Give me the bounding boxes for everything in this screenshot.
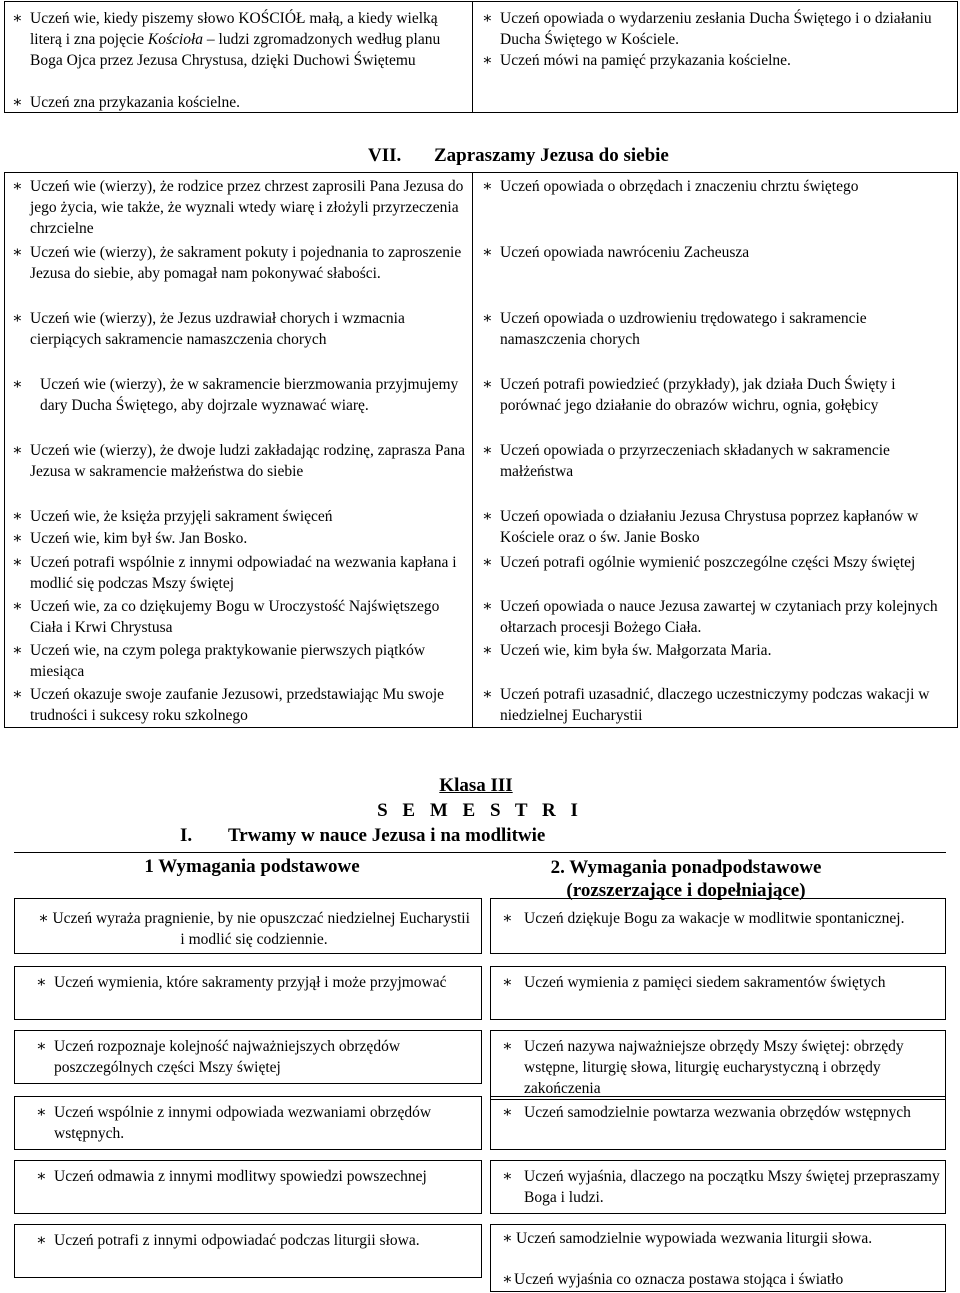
- bullet-star-icon: ∗: [12, 442, 23, 459]
- bullet-star-icon: ∗: [12, 94, 23, 111]
- list-item: ∗ Uczeń opowiada o uzdrowieniu trędowatego i sakramencie namaszczenia chorych: [482, 310, 867, 348]
- list-item: ∗ Uczeń zna przykazania kościelne.: [12, 94, 240, 111]
- section7-table-divider: [472, 172, 473, 728]
- list-item: ∗ Uczeń wie (wierzy), że sakrament pokuty i pojednania to zaproszenie Jezusa do siebie, aby pomagał nam pokonywać słabości.: [12, 244, 462, 282]
- list-item: ∗ Uczeń wie (wierzy), że w sakramencie bierzmowania przyjmujemy dary Ducha Świętego, aby dojrzale wyznawać wiarę.: [12, 376, 459, 414]
- list-item: ∗ Uczeń wyjaśnia, dlaczego na początku Mszy świętej przepraszamy Boga i ludzi.: [502, 1168, 940, 1206]
- bullet-star-icon: ∗: [12, 10, 23, 27]
- bullet-star-icon: ∗: [482, 178, 493, 195]
- list-item: ∗ Uczeń potrafi z innymi odpowiadać podczas liturgii słowa.: [36, 1232, 420, 1249]
- top-table-divider: [472, 1, 473, 113]
- list-item: ∗ Uczeń mówi na pamięć przykazania kościelne.: [482, 52, 791, 69]
- col2-header: 2. Wymagania ponadpodstawowe (rozszerzające i dopełniające): [550, 857, 822, 901]
- bullet-star-icon: ∗: [12, 554, 23, 571]
- list-item: ∗ Uczeń opowiada o obrzędach i znaczeniu chrztu świętego: [482, 178, 859, 195]
- list-item: ∗ Uczeń wyjaśnia co oznacza postawa stojąca i światło: [502, 1271, 844, 1288]
- list-item: ∗ Uczeń wie, na czym polega praktykowanie pierwszych piątków miesiąca: [12, 642, 426, 680]
- list-item: ∗ Uczeń samodzielnie powtarza wezwania obrzędów wstępnych: [502, 1104, 911, 1121]
- bullet-star-icon: ∗: [12, 642, 23, 659]
- list-item: ∗ Uczeń wyraża pragnienie, by nie opuszczać niedzielnej Eucharystii i modlić się codziennie.: [38, 910, 470, 948]
- list-item: ∗ Uczeń opowiada o przyrzeczeniach składanych w sakramencie małżeństwa: [482, 442, 890, 480]
- list-item: ∗ Uczeń rozpoznaje kolejność najważniejszych obrzędów poszczególnych części Mszy świętej: [36, 1038, 401, 1076]
- bullet-star-icon: ∗: [36, 1104, 47, 1121]
- col1-header: 1 Wymagania podstawowe: [144, 856, 360, 877]
- list-item: ∗ Uczeń odmawia z innymi modlitwy spowiedzi powszechnej: [36, 1168, 427, 1185]
- bullet-star-icon: ∗: [482, 244, 493, 261]
- section-title: Zapraszamy Jezusa do siebie: [434, 145, 669, 166]
- bullet-star-icon: ∗: [482, 554, 493, 571]
- bullet-star-icon: ∗: [36, 1168, 47, 1185]
- list-item: ∗ Uczeń samodzielnie wypowiada wezwania liturgii słowa.: [502, 1230, 873, 1247]
- list-item: ∗ Uczeń opowiada o wydarzeniu zesłania Ducha Świętego i o działaniu Ducha Świętego w Kościele.: [482, 10, 932, 48]
- list-item: ∗ Uczeń wie, za co dziękujemy Bogu w Uroczystość Najświętszego Ciała i Krwi Chrystusa: [12, 598, 440, 636]
- list-item: ∗ Uczeń wie, kim był św. Jan Bosko.: [12, 530, 248, 547]
- bullet-star-icon: ∗: [502, 1230, 513, 1247]
- list-item: ∗ Uczeń wymienia z pamięci siedem sakramentów świętych: [502, 974, 886, 991]
- list-item: ∗ Uczeń wspólnie z innymi odpowiada wezwaniami obrzędów wstępnych.: [36, 1104, 432, 1142]
- list-item: ∗ Uczeń wie (wierzy), że dwoje ludzi zakładając rodzinę, zaprasza Pana Jezusa w sakramencie małżeństwa do siebie: [12, 442, 466, 480]
- bullet-star-icon: ∗: [36, 1232, 47, 1249]
- list-item: ∗ Uczeń wie, kim była św. Małgorzata Maria.: [482, 642, 772, 659]
- bullet-star-icon: ∗: [12, 244, 23, 261]
- list-item: ∗ Uczeń opowiada o działaniu Jezusa Chrystusa poprzez kapłanów w Kościele oraz o św. Janie Bosko: [482, 508, 919, 546]
- bullet-star-icon: ∗: [12, 508, 23, 525]
- bullet-star-icon: ∗: [482, 686, 493, 703]
- bullet-star-icon: ∗: [12, 686, 23, 703]
- section-number: VII.: [368, 145, 402, 166]
- bullet-star-icon: ∗: [12, 530, 23, 547]
- bullet-star-icon: ∗: [38, 910, 53, 927]
- bullet-star-icon: ∗: [482, 442, 493, 459]
- list-item: ∗ Uczeń potrafi powiedzieć (przykłady), jak działa Duch Święty i porównać jego działanie do obrazów wichru, ognia, gołębicy: [482, 376, 896, 414]
- bullet-star-icon: ∗: [502, 910, 513, 927]
- section-number: I.: [180, 825, 193, 846]
- list-item: ∗ Uczeń wymienia, które sakramenty przyjął i może przyjmować: [36, 974, 447, 991]
- bullet-star-icon: ∗: [482, 310, 493, 327]
- bullet-star-icon: ∗: [502, 1104, 513, 1121]
- bullet-star-icon: ∗: [482, 598, 493, 615]
- list-item: ∗ Uczeń dziękuje Bogu za wakacje w modlitwie spontanicznej.: [502, 910, 905, 927]
- bullet-star-icon: ∗: [482, 376, 493, 393]
- bullet-star-icon: ∗: [482, 508, 493, 525]
- bullet-star-icon: ∗: [502, 1038, 513, 1055]
- list-item: ∗ Uczeń potrafi uzasadnić, dlaczego uczestniczymy podczas wakacji w niedzielnej Eucharystii: [482, 686, 930, 724]
- list-item: ∗ Uczeń wie, kiedy piszemy słowo KOŚCIÓŁ małą, a kiedy wielką literą i zna pojęcie Kościoła – ludzi zgromadzonych według planu Boga Ojca przez Jezusa Chrystusa, dzięki Duchowi Świętemu: [12, 10, 441, 69]
- list-item: ∗ Uczeń wie (wierzy), że Jezus uzdrawiał chorych i wzmacnia cierpiących sakramencie namaszczenia chorych: [12, 310, 405, 348]
- list-item: ∗ Uczeń nazywa najważniejsze obrzędy Mszy świętej: obrzędy wstępne, liturgię słowa, liturgię eucharystyczną i obrzędy zakończenia: [502, 1038, 904, 1097]
- bullet-star-icon: ∗: [12, 376, 23, 393]
- list-item: ∗ Uczeń opowiada nawróceniu Zacheusza: [482, 244, 750, 261]
- bullet-star-icon: ∗: [502, 974, 513, 991]
- bullet-star-icon: ∗: [482, 52, 493, 69]
- bullet-star-icon: ∗: [482, 10, 493, 27]
- bullet-star-icon: ∗: [36, 1038, 47, 1055]
- list-item: ∗ Uczeń wie, że księża przyjęli sakrament święceń: [12, 508, 333, 525]
- semestr-heading: S E M E S T R I: [377, 800, 583, 821]
- list-item: ∗ Uczeń potrafi ogólnie wymienić poszczególne części Mszy świętej: [482, 554, 916, 571]
- bullet-star-icon: ∗: [482, 642, 493, 659]
- klasa-heading: Klasa III: [439, 775, 513, 796]
- list-item: ∗ Uczeń potrafi wspólnie z innymi odpowiadać na wezwania kapłana i modlić się podczas Mszy świętej: [12, 554, 457, 592]
- bullet-star-icon: ∗: [36, 974, 47, 991]
- list-item: ∗ Uczeń wie (wierzy), że rodzice przez chrzest zaprosili Pana Jezusa do jego życia, wie także, że wyznali wtedy wiarę i złożyli przyrzeczenia chrzcielne: [12, 178, 464, 237]
- table-top-border: [14, 852, 946, 853]
- bullet-star-icon: ∗: [12, 178, 23, 195]
- bullet-star-icon: ∗: [502, 1271, 513, 1288]
- list-item: ∗ Uczeń okazuje swoje zaufanie Jezusowi, przedstawiając Mu swoje trudności i sukcesy roku szkolnego: [12, 686, 445, 724]
- list-item: ∗ Uczeń opowiada o nauce Jezusa zawartej w czytaniach przy kolejnych ołtarzach procesji Bożego Ciała.: [482, 598, 938, 636]
- bullet-star-icon: ∗: [502, 1168, 513, 1185]
- section-title: Trwamy w nauce Jezusa i na modlitwie: [228, 825, 546, 846]
- bullet-star-icon: ∗: [12, 310, 23, 327]
- bullet-star-icon: ∗: [12, 598, 23, 615]
